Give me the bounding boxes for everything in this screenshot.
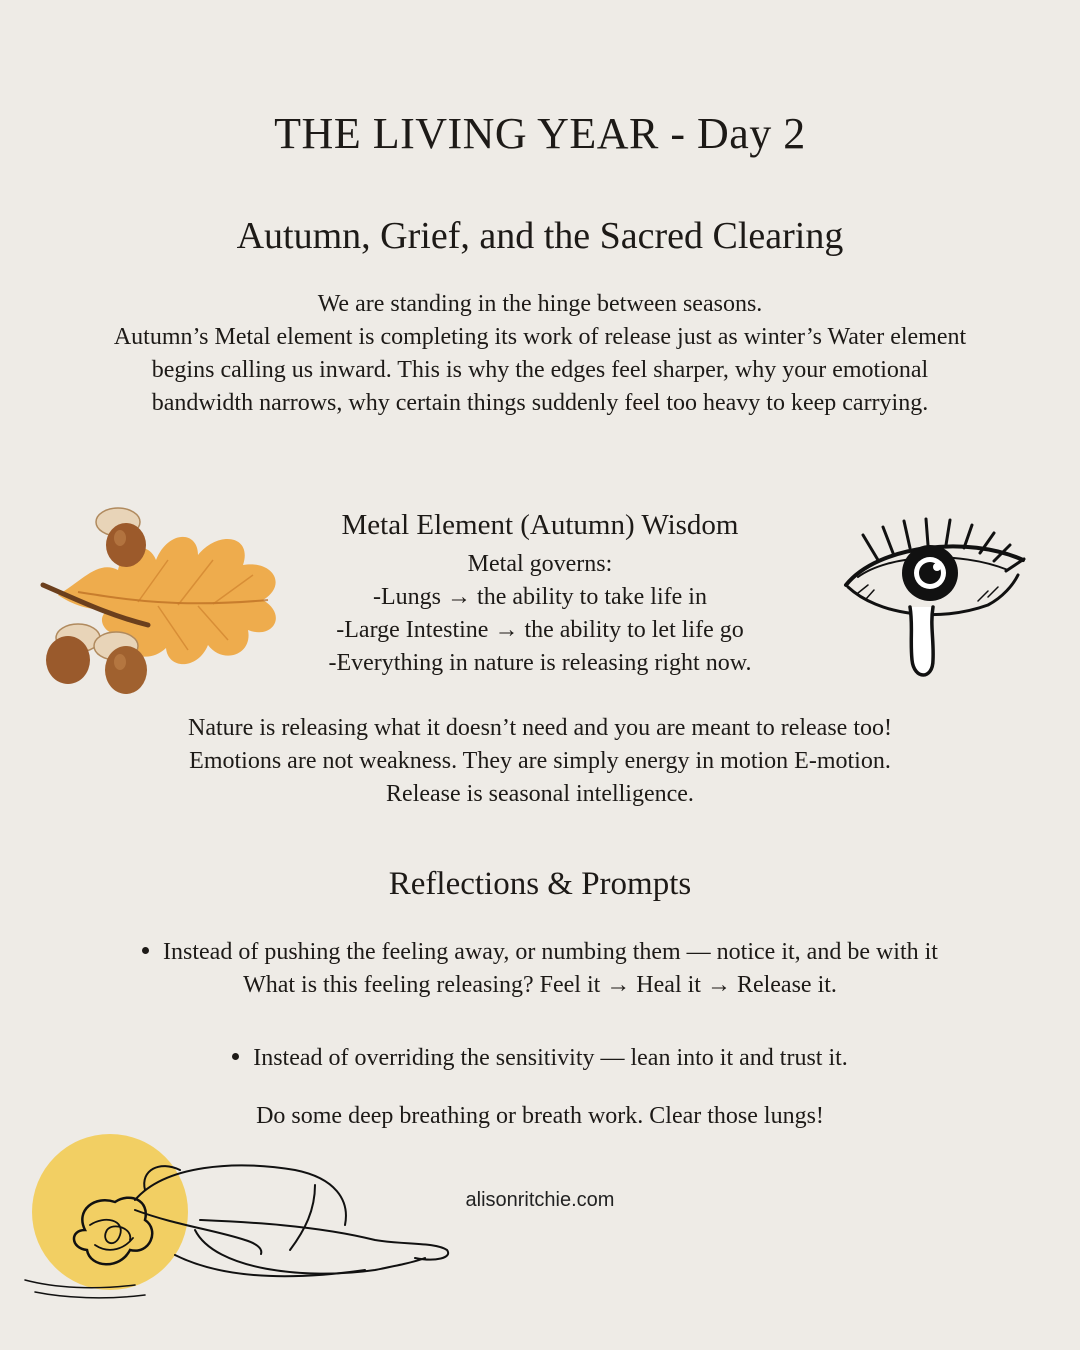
nature-line: Emotions are not weakness. They are simply energy in motion E-motion.: [189, 748, 891, 774]
page-title: THE LIVING YEAR - Day 2: [274, 109, 806, 158]
intro-line: We are standing in the hinge between seasons.: [317, 291, 763, 317]
metal-line: Metal governs:: [467, 551, 613, 577]
crying-eye-illustration: [838, 515, 1033, 690]
page-subtitle: Autumn, Grief, and the Sacred Clearing: [236, 215, 844, 257]
bullet-text: Instead of pushing the feeling away, or numbing them — notice it, and be with it: [163, 939, 938, 965]
intro-line: bandwidth narrows, why certain things suddenly feel too heavy to keep carrying.: [151, 390, 929, 416]
metal-line: -Everything in nature is releasing right now.: [328, 650, 752, 676]
closing-line: Do some deep breathing or breath work. Clear those lungs!: [256, 1103, 824, 1129]
reflection-bullet-1: [0, 936, 1080, 1002]
bullet-icon: [142, 947, 149, 954]
bullet-text: Instead of overriding the sensitivity — lean into it and trust it.: [253, 1045, 848, 1071]
bullet-first-line: [0, 936, 1080, 969]
reflection-bullet-2: [0, 1042, 1080, 1075]
resting-figure-sun-illustration: [15, 1130, 465, 1320]
oak-leaf-acorns-illustration: [38, 500, 298, 705]
nature-paragraph: [0, 712, 1080, 811]
bullet-text: What is this feeling releasing? Feel it → Heal it → Release it.: [243, 972, 837, 998]
reflections-heading: Reflections & Prompts: [388, 866, 692, 902]
nature-line: Release is seasonal intelligence.: [386, 781, 694, 807]
intro-line: begins calling us inward. This is why the edges feel sharper, why your emotional: [151, 357, 929, 383]
website-link[interactable]: alisonritchie.com: [465, 1189, 615, 1211]
metal-line: -Lungs → the ability to take life in: [373, 584, 707, 610]
bullet-icon: [232, 1053, 239, 1060]
nature-line: Nature is releasing what it doesn’t need and you are meant to release too!: [188, 715, 892, 741]
intro-line: Autumn’s Metal element is completing its work of release just as winter’s Water element: [113, 324, 967, 350]
metal-heading: Metal Element (Autumn) Wisdom: [341, 509, 739, 541]
metal-line: -Large Intestine → the ability to let life go: [336, 617, 744, 643]
intro-paragraph: [0, 288, 1080, 420]
